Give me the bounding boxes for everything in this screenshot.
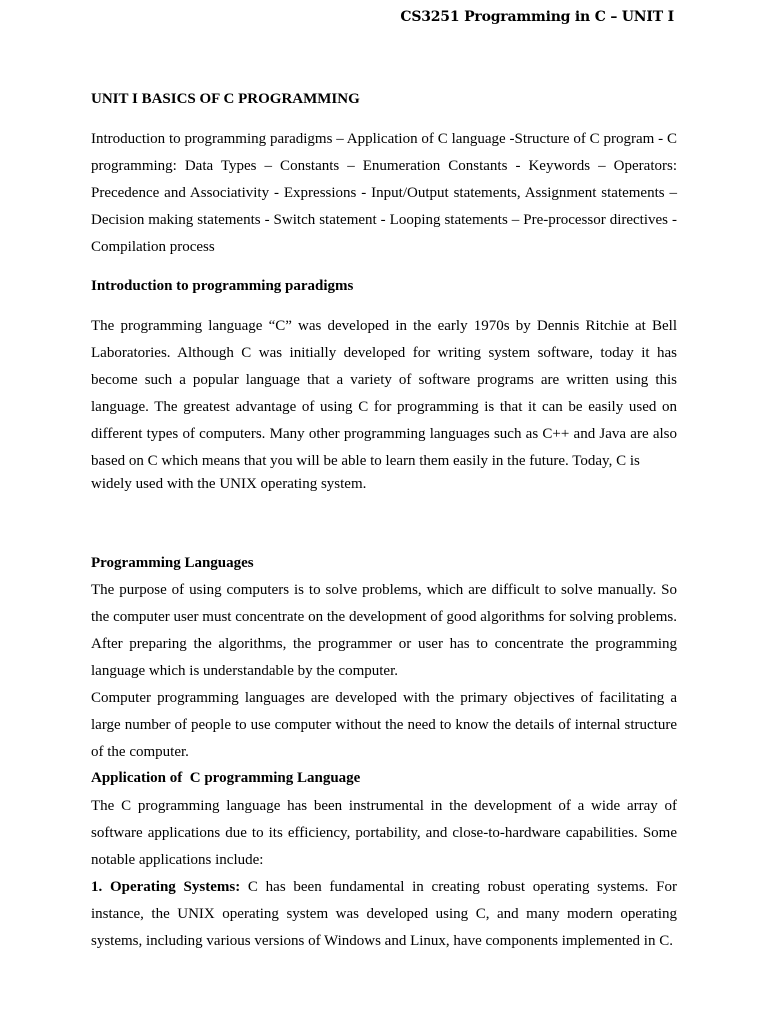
intro-paragraph-tail: widely used with the UNIX operating system. xyxy=(91,476,367,492)
languages-paragraph-1: The purpose of using computers is to solve problems, which are difficult to solve manually. So the computer user must concentrate on the development of good algorithms for solving problems. After preparing the algorithms, the programmer or user has to concentrate the programming language which is understandable by the computer. xyxy=(91,582,677,679)
intro-heading: Introduction to programming paradigms xyxy=(91,278,354,294)
running-header: CS3251 Programming in C – UNIT I xyxy=(400,9,674,25)
application-item-operating-systems xyxy=(91,874,677,955)
intro-paragraph: The programming language “C” was developed in the early 1970s by Dennis Ritchie at Bell Laboratories. Although C was initially developed for writing system software, today it has become such a popular language that a variety of software programs are written using this language. The greatest advantage of using C for programming is that it can be easily used on different types of computers. Many other programming languages such as C++ and Java are also based on C which means that you will be able to learn them easily in the future. Today, C is xyxy=(91,318,677,469)
item-text: C has been fundamental in creating robust operating systems. For instance, the UNIX operating system was developed using C, and many modern operating systems, including various versions of Windows and Linux, have components implemented in C. xyxy=(91,879,677,949)
unit-syllabus: Introduction to programming paradigms – Application of C language -Structure of C program - C programming: Data Types – Constants – Enumeration Constants - Keywords – Operators: Precedence and Associativity - Expressions - Input/Output statements, Assignment statements – Decision making statements - Switch statement - Looping statements – Pre-processor directives - Compilation process xyxy=(91,131,677,255)
unit-title: UNIT I BASICS OF C PROGRAMMING xyxy=(91,91,360,107)
item-label: 1. Operating Systems: xyxy=(91,879,241,895)
languages-paragraph-2: Computer programming languages are developed with the primary objectives of facilitating a large number of people to use computer without the need to know the details of internal structure of the computer. xyxy=(91,690,677,760)
application-paragraph: The C programming language has been instrumental in the development of a wide array of software applications due to its efficiency, portability, and close-to-hardware capabilities. Some notable applications include: xyxy=(91,798,677,868)
application-heading: Application of C programming Language xyxy=(91,770,361,786)
languages-heading: Programming Languages xyxy=(91,555,254,571)
